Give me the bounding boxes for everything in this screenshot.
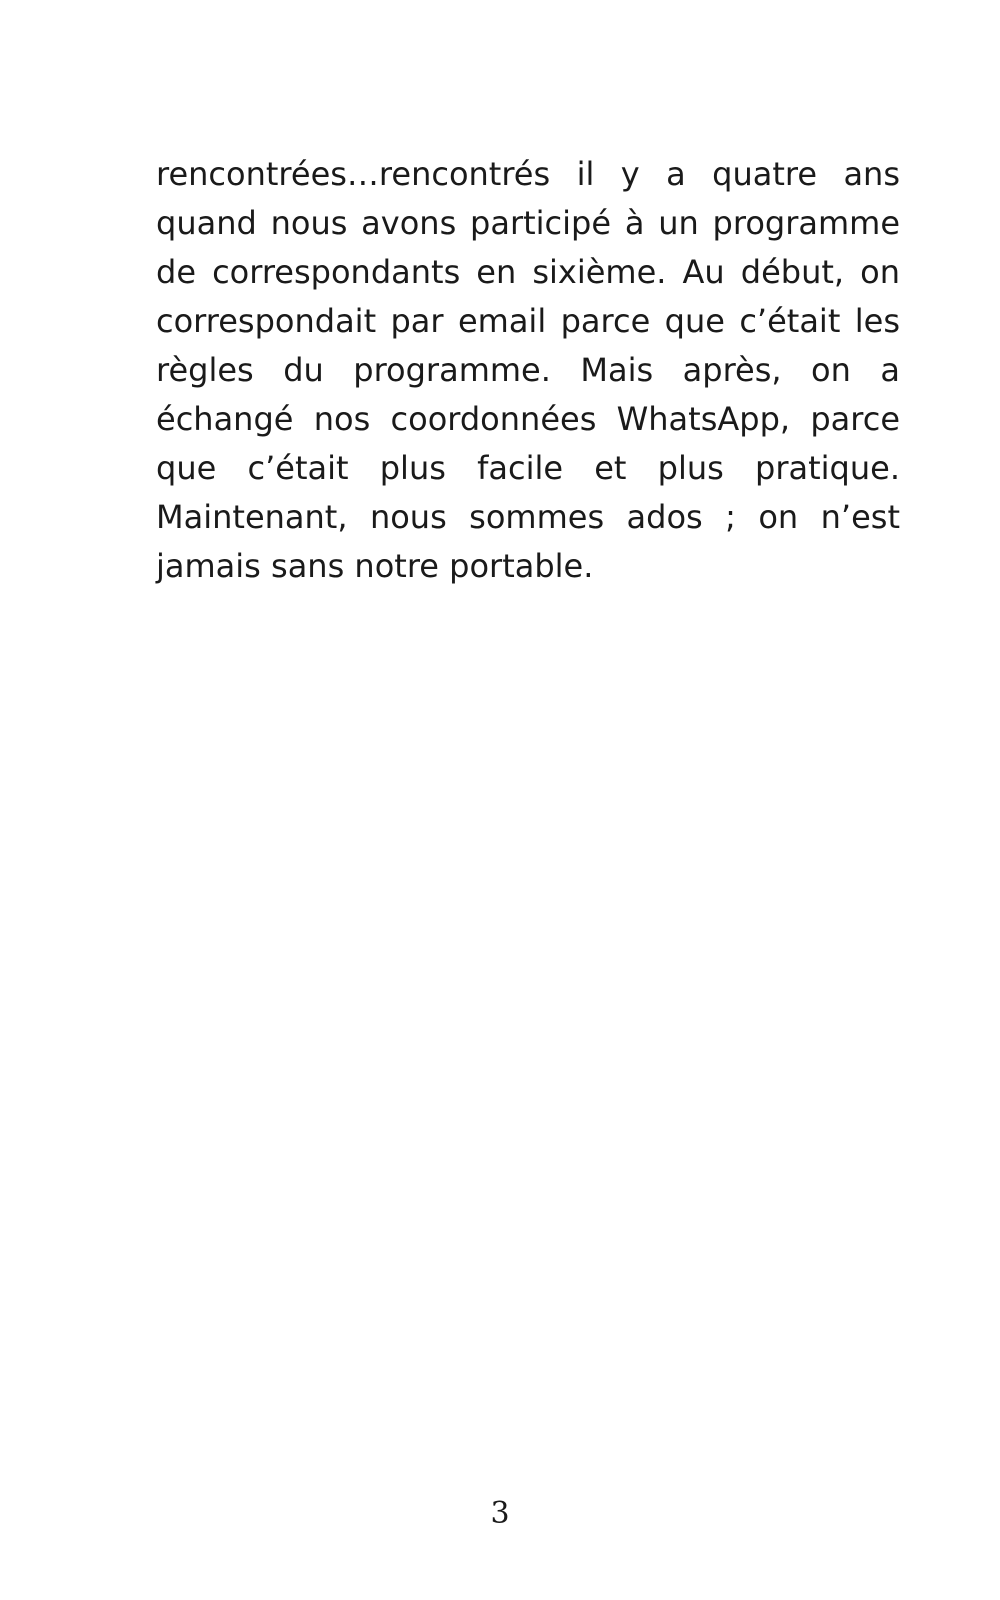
body-paragraph <box>156 150 900 591</box>
text-line: rencontrées…rencontrés il y a quatre ans <box>156 155 900 193</box>
page-number: 3 <box>490 1496 510 1531</box>
text-line: Maintenant, nous sommes ados ; on n’est <box>156 498 900 536</box>
text-line: de correspondants en sixième. Au début, on <box>156 253 900 291</box>
text-line: jamais sans notre portable. <box>156 547 594 585</box>
text-line: règles du programme. Mais après, on a <box>156 351 900 389</box>
text-line: quand nous avons participé à un programme <box>156 204 900 242</box>
text-line: que c’était plus facile et plus pratique. <box>156 449 900 487</box>
text-line: correspondait par email parce que c’était les <box>156 302 900 340</box>
text-line: échangé nos coordonnées WhatsApp, parce <box>156 400 900 438</box>
